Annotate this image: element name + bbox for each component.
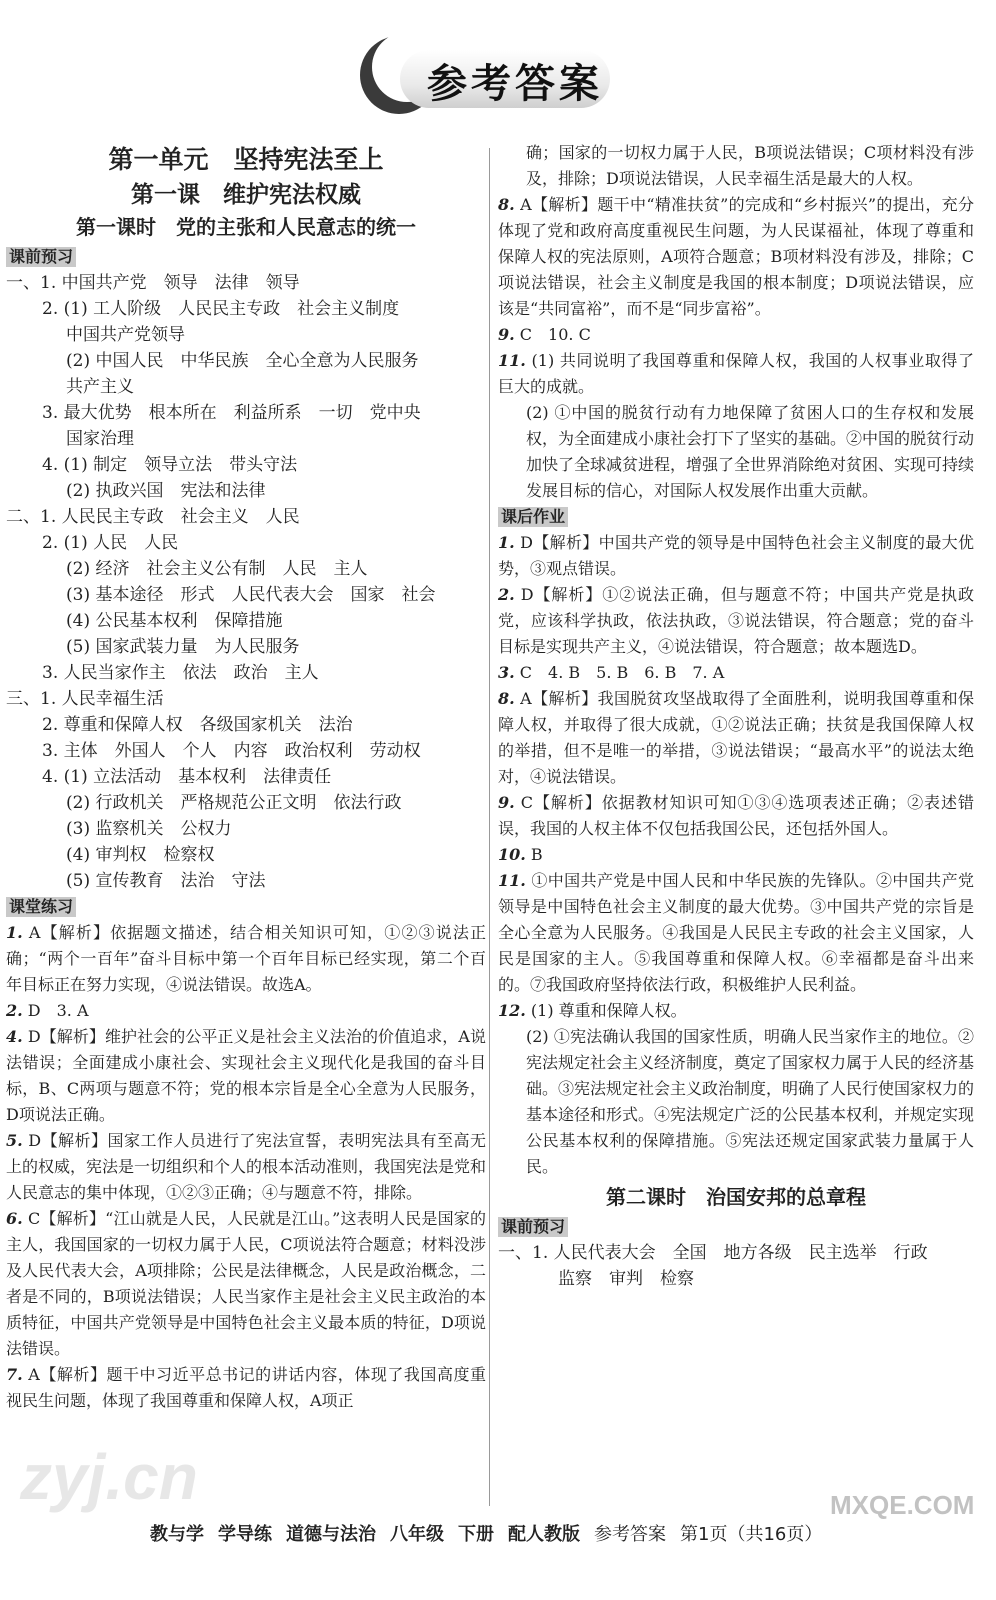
answer-item (498, 842, 974, 868)
answer-text: D【解析】维护社会的公平正义是社会主义法治的价值追求，A说法错误；全面建成小康社会、实现社会主义现代化是我国的奋斗目标，B、C两项与题意不符；党的根本宗旨是全心全意为人民服务，D项说法正确。 (6, 1027, 486, 1124)
answer-12-part2: (2) ①宪法确认我国的国家性质，明确人民当家作主的地位。②宪法规定社会主义经济制度，奠定了国家权力属于人民的经济基础。③宪法规定社会主义政治制度，明确了人民行使国家权力的基本途径和形式。④宪法规定广泛的公民基本权利，并规定实现公民基本权利的保障措施。⑤宪法还规定国家武装力量属于人民。 (526, 1027, 975, 1176)
homework-answers (498, 530, 974, 1024)
preview-line: 4. (1) 制定 领导立法 带头守法 (42, 455, 298, 475)
answer-number: 8. (498, 689, 515, 708)
preview-line: 3. 人民当家作主 依法 政治 主人 (42, 663, 319, 683)
answer-text: ①中国共产党是中国人民和中华民族的先锋队。②中国共产党领导是中国特色社会主义制度的最大优势。③中国共产党的宗旨是全心全意为人民服务。④我国是人民民主专政的社会主义国家，人民是国家的主人。⑤我国尊重和保障人权。⑥幸福都是奋斗出来的。⑦我国政府坚持依法行政，积极维护人民利益。 (498, 871, 974, 994)
preview2-line: 监察 审判 检察 (558, 1269, 694, 1289)
answer-number: 2. (498, 585, 515, 604)
answer-item (6, 1128, 486, 1206)
page-title: 参考答案 (427, 61, 603, 107)
continued-answer: 确；国家的一切权力属于人民，B项说法错误；C项材料没有涉及，排除；D项说法错误，人民幸福生活是最大的人权。 (526, 143, 974, 188)
answer-number: 8. (498, 195, 515, 214)
preview-line: 二、1. 人民民主专政 社会主义 人民 (6, 507, 300, 527)
answer-number: 1. (498, 533, 515, 552)
answer-number: 11. (498, 871, 526, 890)
preview-answers (6, 270, 486, 894)
answer-number: 11. (498, 351, 526, 370)
answer-item (6, 998, 486, 1024)
preview-line: (2) 中国人民 中华民族 全心全意为人民服务 (66, 351, 419, 371)
answer-text: (1) 尊重和保障人权。 (525, 1001, 687, 1020)
answer-item (498, 582, 974, 660)
practice-answers-continued (498, 192, 974, 400)
footer-items (150, 1520, 836, 1546)
preview2-line: 一、1. 人民代表大会 全国 地方各级 民主选举 行政 (498, 1243, 928, 1263)
answer-text: D【解析】国家工作人员进行了宪法宣誓，表明宪法具有至高无上的权威，宪法是一切组织和个人的根本活动准则，我国宪法是党和人民意志的集中体现，①②③正确；④与题意不符，排除。 (6, 1131, 487, 1202)
answer-item (498, 192, 974, 322)
preview-line: 2. (1) 人民 人民 (42, 533, 179, 553)
answer-item (498, 790, 974, 842)
column-divider (489, 148, 490, 1506)
preview-line: 3. 主体 外国人 个人 内容 政治权利 劳动权 (42, 741, 421, 761)
footer-answer-label: 参考答案 (594, 1524, 666, 1545)
preview-line: 2. (1) 工人阶级 人民民主专政 社会主义制度 (42, 299, 400, 319)
preview-line: 4. (1) 立法活动 基本权利 法律责任 (42, 767, 332, 787)
practice-answers (6, 920, 486, 1414)
preview-line: 一、1. 中国共产党 领导 法律 领导 (6, 273, 300, 293)
answer-number: 6. (6, 1209, 23, 1228)
section-tag-preview-2: 课前预习 (498, 1217, 568, 1237)
lesson-title: 第一课 维护宪法权威 (131, 182, 361, 208)
section-tag-practice: 课堂练习 (6, 897, 76, 917)
answer-item (498, 348, 974, 400)
answer-text: A【解析】依据题文描述，结合相关知识可知，①②③说法正确；“两个一百年”奋斗目标中第一个百年目标已经实现，第二个百年目标正在努力实现，④说法错误。故选A。 (6, 923, 486, 994)
period2-title: 第二课时 治国安邦的总章程 (606, 1185, 866, 1209)
answer-number: 9. (498, 793, 515, 812)
answer-text: B (525, 845, 543, 864)
answer-number: 2. (6, 1001, 23, 1020)
answer-text: C【解析】“江山就是人民，人民就是江山。”这表明人民是国家的主人，我国国家的一切权力属于人民，C项说法符合题意；材料没涉及人民代表大会，A项排除；公民是法律概念，人民是政治概念，二者是不同的，B项说法错误；人民当家作主是社会主义民主政治的本质特征，中国共产党领导是中国特色社会主义最本质的特征，D项说法错误。 (6, 1209, 486, 1358)
answer-text: A【解析】题干中习近平总书记的讲话内容，体现了我国高度重视民生问题，体现了我国尊重和保障人权，A项正 (6, 1365, 486, 1410)
answer-text: (1) 共同说明了我国尊重和保障人权，我国的人权事业取得了巨大的成就。 (498, 351, 974, 396)
answer-item (498, 530, 974, 582)
header-banner (360, 28, 630, 114)
answer-number: 7. (6, 1365, 23, 1384)
answer-text: D 3. A (22, 1001, 89, 1020)
footer-label: 八年级 (390, 1524, 444, 1545)
right-column (498, 140, 974, 1292)
preview-line: 共产主义 (66, 377, 134, 397)
preview-line: (3) 监察机关 公权力 (66, 819, 232, 839)
preview-line: (5) 国家武装力量 为人民服务 (66, 637, 300, 657)
answer-item (498, 322, 974, 348)
answer-11-part2: (2) ①中国的脱贫行动有力地保障了贫困人口的生存权和发展权，为全面建成小康社会打下了坚实的基础。②中国的脱贫行动加快了全球减贫进程，增强了全世界消除绝对贫困、实现可持续发展目标的信心，对国际人权发展作出重大贡献。 (526, 403, 975, 500)
preview-line: 中国共产党领导 (66, 325, 185, 345)
preview-line: 3. 最大优势 根本所在 利益所系 一切 党中央 (42, 403, 421, 423)
answer-text: D【解析】①②说法正确，但与题意不符；中国共产党是执政党，应该科学执政，依法执政，③说法错误，符合题意；党的奋斗目标是实现共产主义，④说法错误，符合题意；故本题选D。 (498, 585, 974, 656)
answer-number: 9. (498, 325, 515, 344)
preview-line: (4) 审判权 检察权 (66, 845, 215, 865)
section-tag-homework: 课后作业 (498, 507, 568, 527)
period-title: 第一课时 党的主张和人民意志的统一 (76, 215, 416, 239)
preview-line: 2. 尊重和保障人权 各级国家机关 法治 (42, 715, 353, 735)
footer-label: 下册 (458, 1524, 494, 1545)
left-column (6, 140, 486, 1414)
answer-number: 1. (6, 923, 23, 942)
answer-item (6, 1206, 486, 1362)
star-icon: ★ (372, 60, 390, 84)
footer-label: 教与学 (150, 1524, 204, 1545)
preview-line: (2) 行政机关 严格规范公正文明 依法行政 (66, 793, 402, 813)
preview-line: (4) 公民基本权利 保障措施 (66, 611, 283, 631)
preview-line: 国家治理 (66, 429, 134, 449)
answer-number: 10. (498, 845, 526, 864)
answer-item (498, 686, 974, 790)
watermark-left: zyj.cn (20, 1441, 198, 1513)
answer-item (6, 1362, 486, 1414)
answer-number: 3. (498, 663, 515, 682)
watermark-right: MXQE.COM (830, 1490, 975, 1520)
unit-title: 第一单元 坚持宪法至上 (108, 145, 384, 174)
preview-line: (2) 执政兴国 宪法和法律 (66, 481, 266, 501)
answer-text: A【解析】题干中“精准扶贫”的完成和“乡村振兴”的提出，充分体现了党和政府高度重视民生问题，为人民谋福祉，体现了尊重和保障人权的宪法原则，A项符合题意；B项材料没有涉及，排除；C项说法错误，社会主义制度是我国的根本制度；D项说法错误，应该是“共同富裕”，而不是“同步富裕”。 (498, 195, 974, 318)
answer-number: 5. (6, 1131, 23, 1150)
answer-text: D【解析】中国共产党的领导是中国特色社会主义制度的最大优势，③观点错误。 (498, 533, 974, 578)
section-tag-preview: 课前预习 (6, 247, 76, 267)
page-number: 第1页（共16页） (680, 1524, 823, 1545)
answer-number: 12. (498, 1001, 526, 1020)
answer-text: A【解析】我国脱贫攻坚战取得了全面胜利，说明我国尊重和保障人权，并取得了很大成就，①②说法正确；扶贫是我国保障人权的举措，但不是唯一的举措，③说法错误；“最高水平”的说法太绝对，④说法错误。 (498, 689, 974, 786)
preview-line: (3) 基本途径 形式 人民代表大会 国家 社会 (66, 585, 436, 605)
preview-line: (5) 宣传教育 法治 守法 (66, 871, 266, 891)
answer-item (498, 660, 974, 686)
preview-line: (2) 经济 社会主义公有制 人民 主人 (66, 559, 368, 579)
answer-text: C【解析】依据教材知识可知①③④选项表述正确；②表述错误，我国的人权主体不仅包括我国公民，还包括外国人。 (498, 793, 974, 838)
answer-item (498, 868, 974, 998)
answer-number: 4. (6, 1027, 23, 1046)
answer-text: C 4. B 5. B 6. B 7. A (514, 663, 725, 682)
answer-item (498, 998, 974, 1024)
answer-item (6, 1024, 486, 1128)
footer-label: 配人教版 (508, 1524, 580, 1545)
footer-label: 学导练 (218, 1524, 272, 1545)
answer-text: C 10. C (514, 325, 591, 344)
answer-item (6, 920, 486, 998)
preview-line: 三、1. 人民幸福生活 (6, 689, 164, 709)
footer-label: 道德与法治 (286, 1524, 376, 1545)
